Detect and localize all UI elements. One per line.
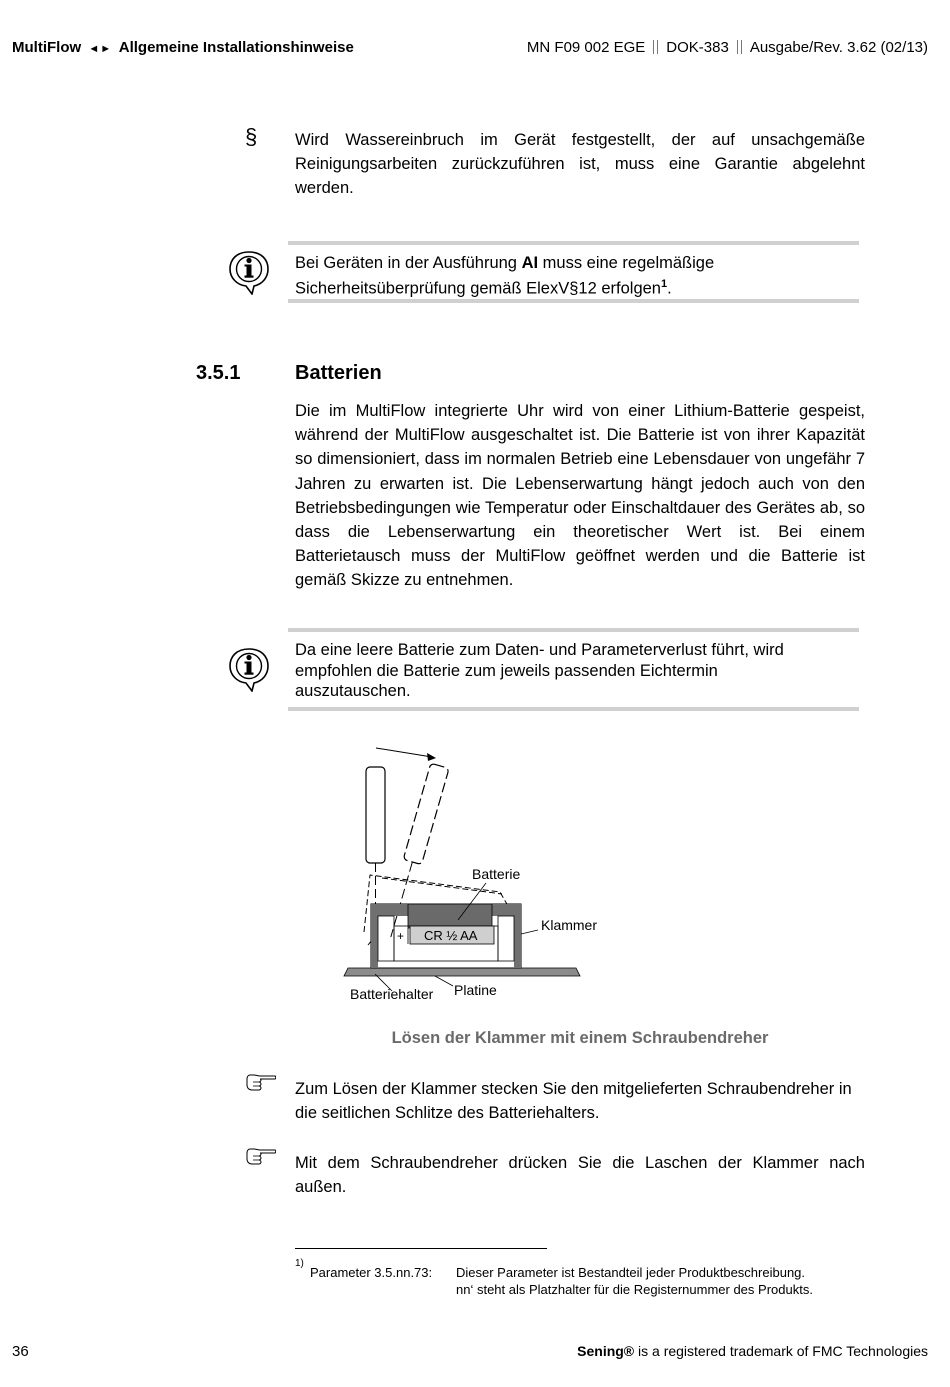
note1-text-part: Bei Geräten in der Ausführung [295, 254, 522, 272]
header-product: MultiFlow [12, 39, 82, 56]
note1-text-part: Sicherheitsüberprüfung gemäß ElexV§12 erfolgen [295, 279, 661, 297]
header-doc-number: MN F09 002 EGE [526, 39, 646, 56]
footer-brand: Sening® [577, 1343, 635, 1359]
rotation-arrow-line [376, 748, 432, 757]
note1-bold: AI [521, 254, 539, 272]
header-doc-info [527, 39, 928, 56]
info-icon [227, 249, 271, 295]
header-edition: Ausgabe/Rev. 3.62 (02/13) [749, 39, 928, 56]
header-section: Allgemeine Installationshinweise [118, 39, 354, 56]
footnote-ref: 1 [660, 277, 668, 290]
section-title: Batterien [295, 362, 382, 384]
warranty-text: Wird Wassereinbruch im Gerät festgestellt, der auf unsachgemäße Reinigungsarbeiten zurückzuführen ist, muss eine Garantie abgelehnt werden. [295, 131, 865, 198]
step-text: Zum Lösen der Klammer stecken Sie den mitgelieferten Schraubendreher in die seitlichen Schlitze des Batteriehalters. [295, 1080, 852, 1123]
note2-text [295, 640, 855, 702]
figure-caption: Lösen der Klammer mit einem Schraubendreher [391, 1029, 769, 1047]
screwdriver-handle [366, 767, 385, 863]
section-body: Die im MultiFlow integrierte Uhr wird von einer Lithium-Batterie gespeist, während der MultiFlow ausgeschaltet ist. Die Batterie ist von ihrer Kapazität so dimensioniert, dass im normalen Betrieb eine Lebensdauer von ungefähr 7 Jahren zu erwarten ist. Die Lebenserwartung hängt jedoch auch von den Betriebsbedingungen wie Temperatur oder Einschaltdauer des Gerätes ab, so dass die Lebenserwartung ein theoretischer Wert ist. Bei einem Batterietausch muss der MultiFlow geöffnet werden und die Batterie ist gemäß Skizze zu entnehmen. [295, 402, 865, 590]
footnote-param: Parameter 3.5.nn.73: [310, 1265, 433, 1280]
leader-board [435, 976, 453, 986]
note2-line: Da eine leere Batterie zum Daten- und Parameterverlust führt, wird [295, 641, 784, 659]
pointing-hand-icon [246, 1146, 276, 1168]
footnote-line: Dieser Parameter ist Bestandteil jeder Produktbeschreibung. [456, 1265, 806, 1280]
footer-trademark [577, 1343, 928, 1359]
footnote-mark: 1) [295, 1258, 304, 1269]
battery-diagram [330, 740, 630, 1015]
header-title [12, 39, 354, 56]
pointing-hand-icon [246, 1072, 276, 1094]
label-board: Platine [454, 982, 497, 998]
label-battery: Batterie [472, 866, 521, 882]
label-plus: + [397, 929, 405, 943]
note2-line: auszutauschen. [295, 682, 411, 700]
footnote-divider [295, 1248, 547, 1249]
header-doc-id: DOK-383 [666, 39, 729, 56]
info-icon [227, 646, 271, 692]
note2-line: empfohlen die Batterie zum jeweils passenden Eichtermin [295, 661, 718, 680]
header-separator [653, 40, 658, 54]
note1-text [295, 253, 855, 299]
label-holder: Batteriehalter [350, 986, 434, 1002]
paragraph-icon: § [245, 124, 258, 149]
header-arrows: ◄► [88, 43, 113, 55]
footnote-line: nn‘ steht als Platzhalter für die Registernummer des Produkts. [456, 1282, 813, 1297]
footer-trademark-text: is a registered trademark of FMC Technologies [634, 1343, 928, 1359]
circuit-board [344, 968, 580, 976]
label-battery-type: CR ½ AA [424, 928, 478, 943]
note1-text-part: . [667, 279, 672, 297]
rotation-arrowhead [427, 753, 436, 761]
section-number: 3.5.1 [196, 362, 241, 384]
leader-clamp [521, 930, 538, 934]
battery-body [408, 904, 492, 928]
header-separator [737, 40, 742, 54]
label-clamp: Klammer [541, 917, 598, 933]
step-text: Mit dem Schraubendreher drücken Sie die Laschen der Klammer nach außen. [295, 1154, 865, 1197]
note1-text-part: muss eine regelmäßige [538, 254, 715, 272]
page-number: 36 [12, 1343, 29, 1360]
